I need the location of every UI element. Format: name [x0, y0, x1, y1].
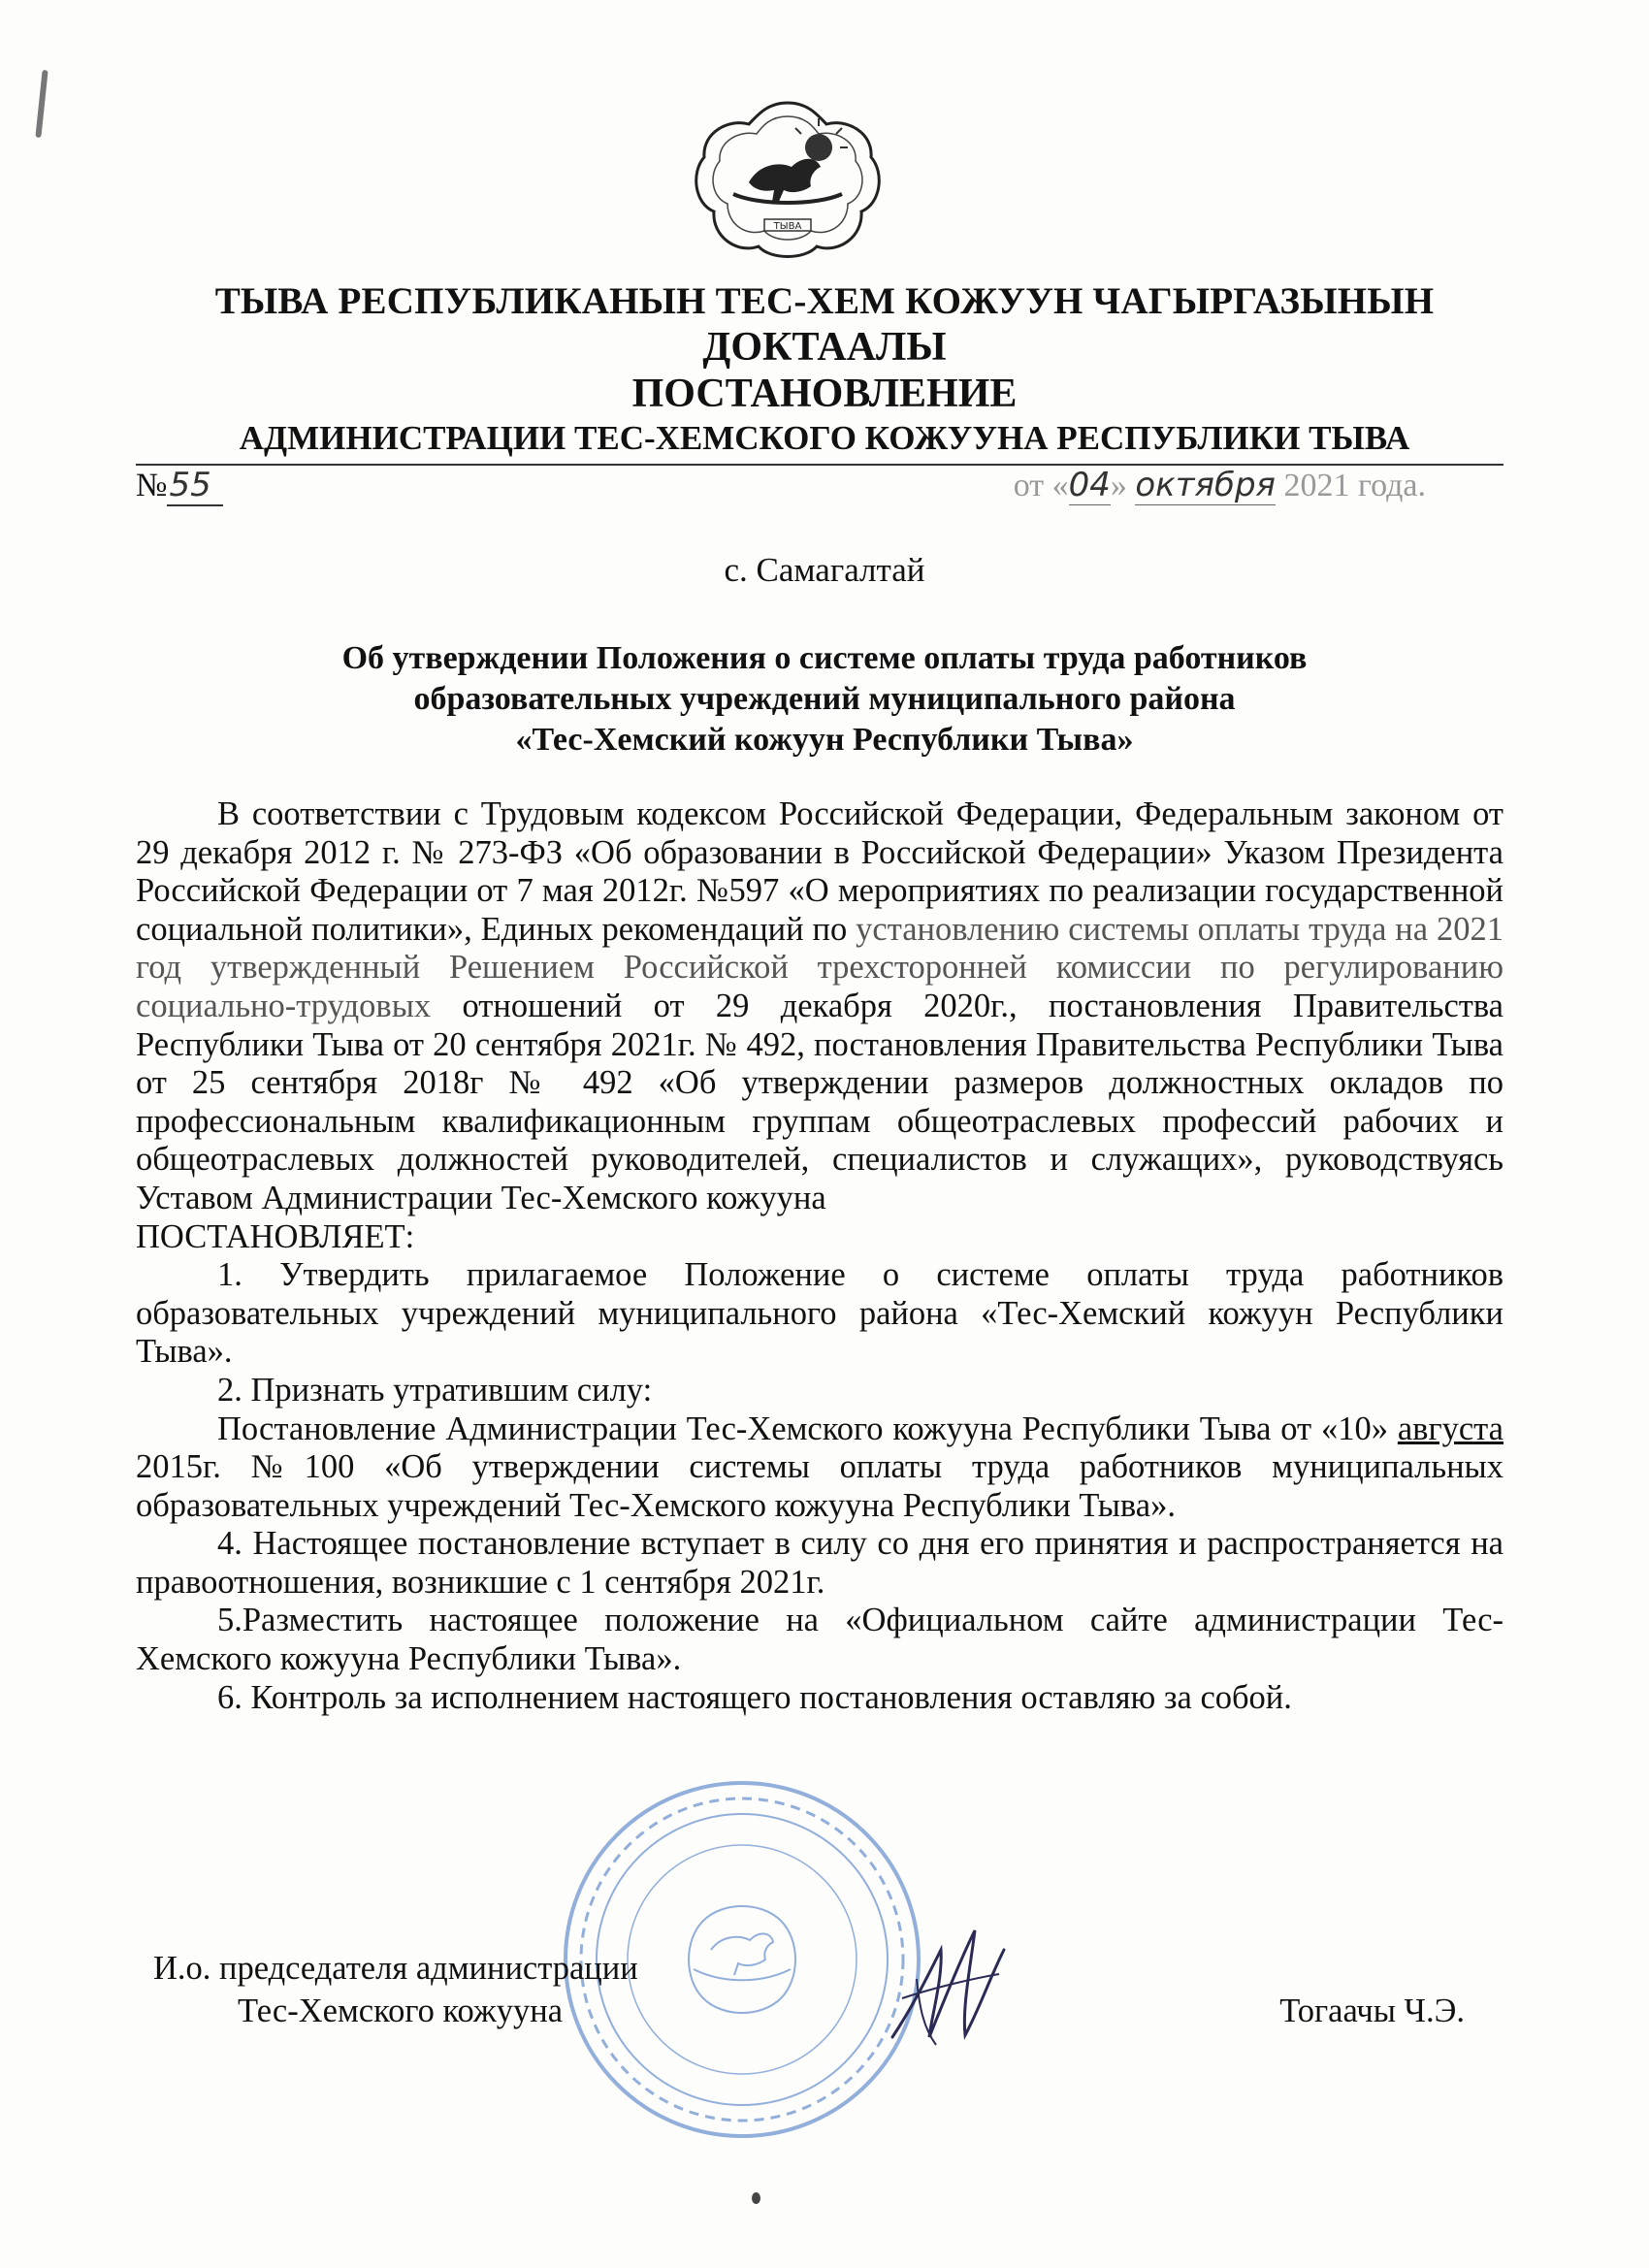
- signer-role-line-2: Тес-Хемского кожууна: [238, 1993, 564, 2029]
- emblem-label: ТЫВА: [773, 221, 802, 232]
- header-doktaaly: ДОКТААЛЫ: [702, 325, 947, 370]
- item-2-text: [136, 1410, 1504, 1526]
- preamble-text-a: В соответствии с Трудовым кодексом Российской Федерации, Федеральным законом от 29 декабря 2012 г. № 273-ФЗ «Об образовании в Российской Федерации» Указом Президента Российской Федерации от 7 мая 2012г. №597 «О мероприятиях по реализации государственной социальной политики», Единых рекомендаций по: [136, 795, 1504, 948]
- header-administration: АДМИНИСТРАЦИИ ТЕС-ХЕМСКОГО КОЖУУНА РЕСПУБЛИКИ ТЫВА: [239, 419, 1410, 457]
- document-title: [194, 638, 1455, 761]
- item-6: 6. Контроль за исполнением настоящего постановления оставляю за собой.: [217, 1678, 1292, 1716]
- item-5: 5.Разместить настоящее положение на «Официальном сайте администрации Тес-Хемского кожууна Республики Тыва».: [136, 1602, 1504, 1678]
- date-suffix: 2021 года.: [1275, 468, 1426, 503]
- number-prefix: №: [136, 468, 168, 503]
- header-tyvan-line: ТЫВА РЕСПУБЛИКАНЫН ТЕС-ХЕМ КОЖУУН ЧАГЫРГАЗЫНЫН: [214, 280, 1435, 322]
- signer-name: Тогаачы Ч.Э.: [1279, 1993, 1465, 2029]
- signer-role-line-1: И.о. председателя администрации: [153, 1950, 638, 1987]
- document-body: [136, 795, 1504, 1717]
- preamble-paragraph: [136, 795, 1504, 1218]
- title-line-1: Об утверждении Положения о системе оплаты труда работников: [341, 640, 1308, 676]
- tyva-emblem-icon: [691, 97, 885, 262]
- decree-word: ПОСТАНОВЛЯЕТ:: [136, 1217, 415, 1255]
- place-of-issue: с. Самагалтай: [724, 551, 925, 589]
- item-2-text-a: Постановление Администрации Тес-Хемского кожууна Республики Тыва от «10»: [217, 1409, 1398, 1447]
- date-prefix: от «: [1013, 468, 1069, 503]
- preamble-text-faded: установлению системы оплаты труда на 2021 год утвержденный Решением Российской трехсторонней комиссии по регулированию социально-трудовых: [136, 910, 1504, 1024]
- document-number: [136, 466, 223, 504]
- date-mid: »: [1110, 468, 1136, 503]
- date-day: 04: [1068, 466, 1111, 504]
- item-2-text-underlined: августа: [1397, 1409, 1504, 1447]
- scan-artifact-dot: [752, 2192, 760, 2204]
- item-4: 4. Настоящее постановление вступает в силу со дня его принятия и распространяется на правоотношения, возникшие с 1 сентября 2021г.: [136, 1525, 1504, 1601]
- item-1: 1. Утвердить прилагаемое Положение о системе оплаты труда работников образовательных учреждений муниципального района «Тес-Хемский кожуун Республики Тыва».: [136, 1256, 1504, 1371]
- item-2: 2. Признать утратившим силу:: [217, 1371, 653, 1409]
- header-postanovlenie: ПОСТАНОВЛЕНИЕ: [631, 372, 1018, 416]
- preamble-text-b: отношений от 29 декабря 2020г., постановления Правительства Республики Тыва от 20 сентября 2021г. № 492, постановления Правительства Республики Тыва от 25 сентября 2018г № 492 «Об утверждении размеров должностных окладов по профессиональным квалификационным группам общеотраслевых профессий рабочих и общеотраслевых должностей руководителей, специалистов и служащих», руководствуясь Уставом Администрации Тес-Хемского кожууна: [136, 987, 1504, 1216]
- item-2-text-b: 2015г. №100 «Об утверждении системы оплаты труда работников муниципальных образовательных учреждений Тес-Хемского кожууна Республики Тыва».: [136, 1448, 1504, 1524]
- date-month: октября: [1135, 466, 1276, 504]
- scan-artifact: [35, 70, 48, 138]
- handwritten-signature-icon: [873, 1921, 1018, 2057]
- title-line-2: образовательных учреждений муниципального района: [413, 681, 1236, 717]
- title-line-3: «Тес-Хемский кожуун Республики Тыва»: [515, 722, 1134, 758]
- number-value: 55: [167, 466, 222, 506]
- document-date: [1014, 466, 1426, 504]
